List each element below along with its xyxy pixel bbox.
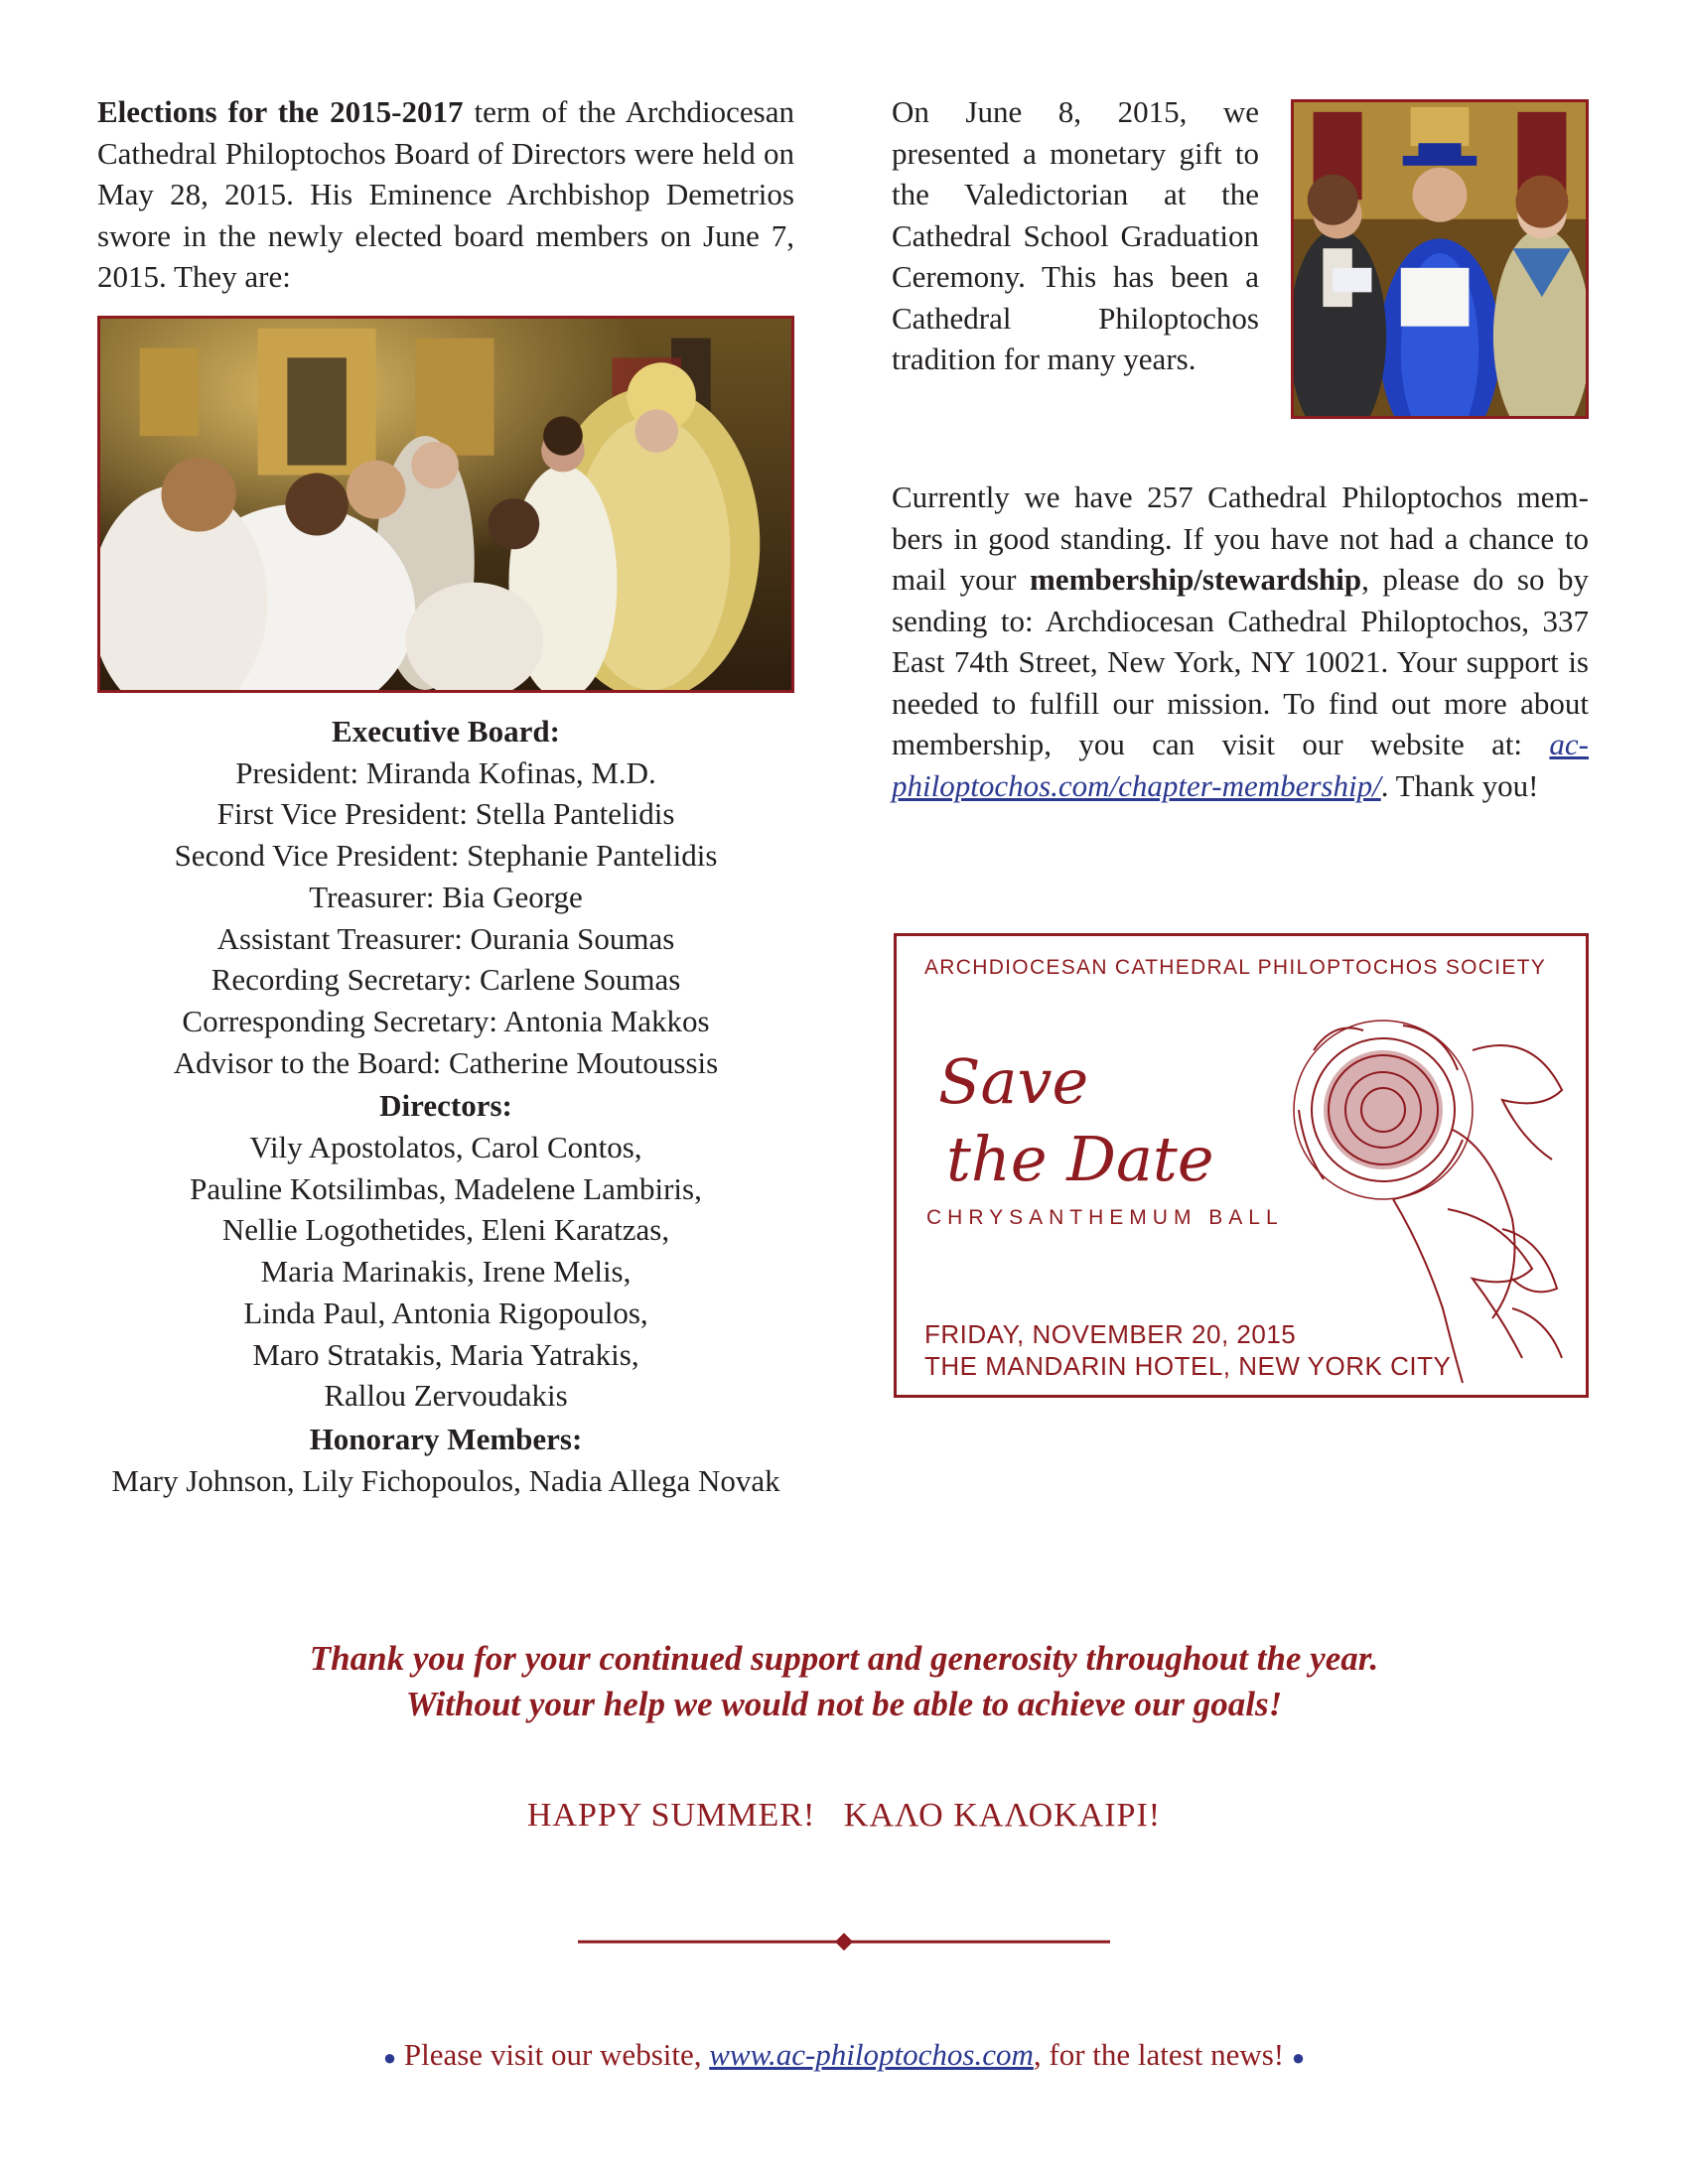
save-date: FRIDAY, NOVEMBER 20, 2015 <box>924 1319 1297 1349</box>
save-title-line1: Save <box>938 1045 1089 1118</box>
thank-you-line2: Without your help we would not be able to achieve our goals! <box>405 1685 1283 1723</box>
board-member: Assistant Treasurer: Ourania Soumas <box>216 920 675 956</box>
membership-text-3: . Thank you! <box>1380 767 1539 803</box>
executive-board-heading: Executive Board: <box>332 714 560 749</box>
directors-line: Vily Apostolatos, Carol Contos, <box>249 1130 642 1165</box>
board-member: Advisor to the Board: Catherine Moutoussis <box>173 1044 719 1080</box>
elections-paragraph <box>97 91 794 298</box>
bullet-icon: ● <box>382 2044 397 2070</box>
board-member: Corresponding Secretary: Antonia Makkos <box>182 1003 710 1038</box>
honorary-heading: Honorary Members: <box>309 1421 583 1456</box>
board-member: Treasurer: Bia George <box>309 879 583 914</box>
board-member: Second Vice President: Stephanie Pantelidis <box>174 838 718 874</box>
directors-line: Rallou Zervoudakis <box>324 1378 568 1414</box>
directors-line: Maro Stratakis, Maria Yatrakis, <box>252 1336 639 1372</box>
membership-text-2: , please do so by sending to: Archdiocesan Cathedral Philoptochos, 337 East 74th Street, New York, NY 10021. Your support is needed to fulfill our mission. To find out more about membership, you can visit our website at: <box>892 562 1589 761</box>
thank-you-line1: Thank you for your continued support and generosity throughout the year. <box>309 1639 1379 1678</box>
membership-link[interactable]: ac-philoptochos.com/chapter-membership/ <box>892 727 1589 803</box>
directors-line: Maria Marinakis, Irene Melis, <box>260 1254 632 1290</box>
board-member: First Vice President: Stella Pantelidis <box>216 796 675 832</box>
save-event-name: CHRYSANTHEMUM BALL <box>926 1206 1284 1229</box>
footer-note <box>99 2037 1589 2073</box>
board-member: President: Miranda Kofinas, M.D. <box>235 754 656 790</box>
graduation-paragraph: On June 8, 2015, we presented a monetary gift to the Valedictorian at the Cathedral School Graduation Ceremony. This has been a Cathedral Philoptochos tradition for many years. <box>892 94 1259 376</box>
ornamental-divider <box>578 1932 1110 1952</box>
save-org-name: ARCHDIOCESAN CATHEDRAL PHILOPTOCHOS SOCIETY <box>924 956 1547 979</box>
footer-text-pre: Please visit our website, <box>403 2037 710 2072</box>
ceremony-photo <box>97 316 794 693</box>
board-listing <box>97 711 794 1501</box>
membership-bold: membership/stewardship <box>1029 562 1362 597</box>
elections-text: term of the Archdiocesan Cathedral Philoptochos Board of Directors were held on May 28, 2015. His Eminence Archbishop Demetrios swore in the newly elected board members on June 7, 2015. They are: <box>97 94 795 294</box>
happy-summer: HAPPY SUMMER! ΚΑΛΟ ΚΑΛΟΚΑΙΡΙ! <box>526 1797 1162 1834</box>
save-date-venue <box>924 1318 1451 1382</box>
save-the-date-card <box>894 933 1589 1398</box>
directors-line: Linda Paul, Antonia Rigopoulos, <box>243 1295 648 1330</box>
directors-heading: Directors: <box>379 1088 512 1124</box>
save-venue: THE MANDARIN HOTEL, NEW YORK CITY <box>924 1351 1452 1381</box>
directors-line: Nellie Logothetides, Eleni Karatzas, <box>221 1212 670 1248</box>
graduation-photo <box>1291 99 1589 419</box>
website-link[interactable]: www.ac-philoptochos.com <box>709 2037 1034 2072</box>
bullet-icon: ● <box>1291 2044 1306 2070</box>
membership-paragraph <box>892 477 1589 806</box>
membership-text-1: Currently we have 257 Cathedral Philoptochos members in good standing. If you have not had a chance to mail your <box>892 479 1589 597</box>
thank-you-message <box>99 1636 1589 1727</box>
honorary-line: Mary Johnson, Lily Fichopoulos, Nadia Allega Novak <box>111 1462 780 1498</box>
footer-text-post: , for the latest news! <box>1033 2037 1285 2072</box>
directors-line: Pauline Kotsilimbas, Madelene Lambiris, <box>190 1170 702 1206</box>
board-member: Recording Secretary: Carlene Soumas <box>211 962 681 998</box>
save-title-line2: the Date <box>946 1123 1214 1195</box>
elections-lead: Elections for the 2015-2017 <box>97 94 464 129</box>
